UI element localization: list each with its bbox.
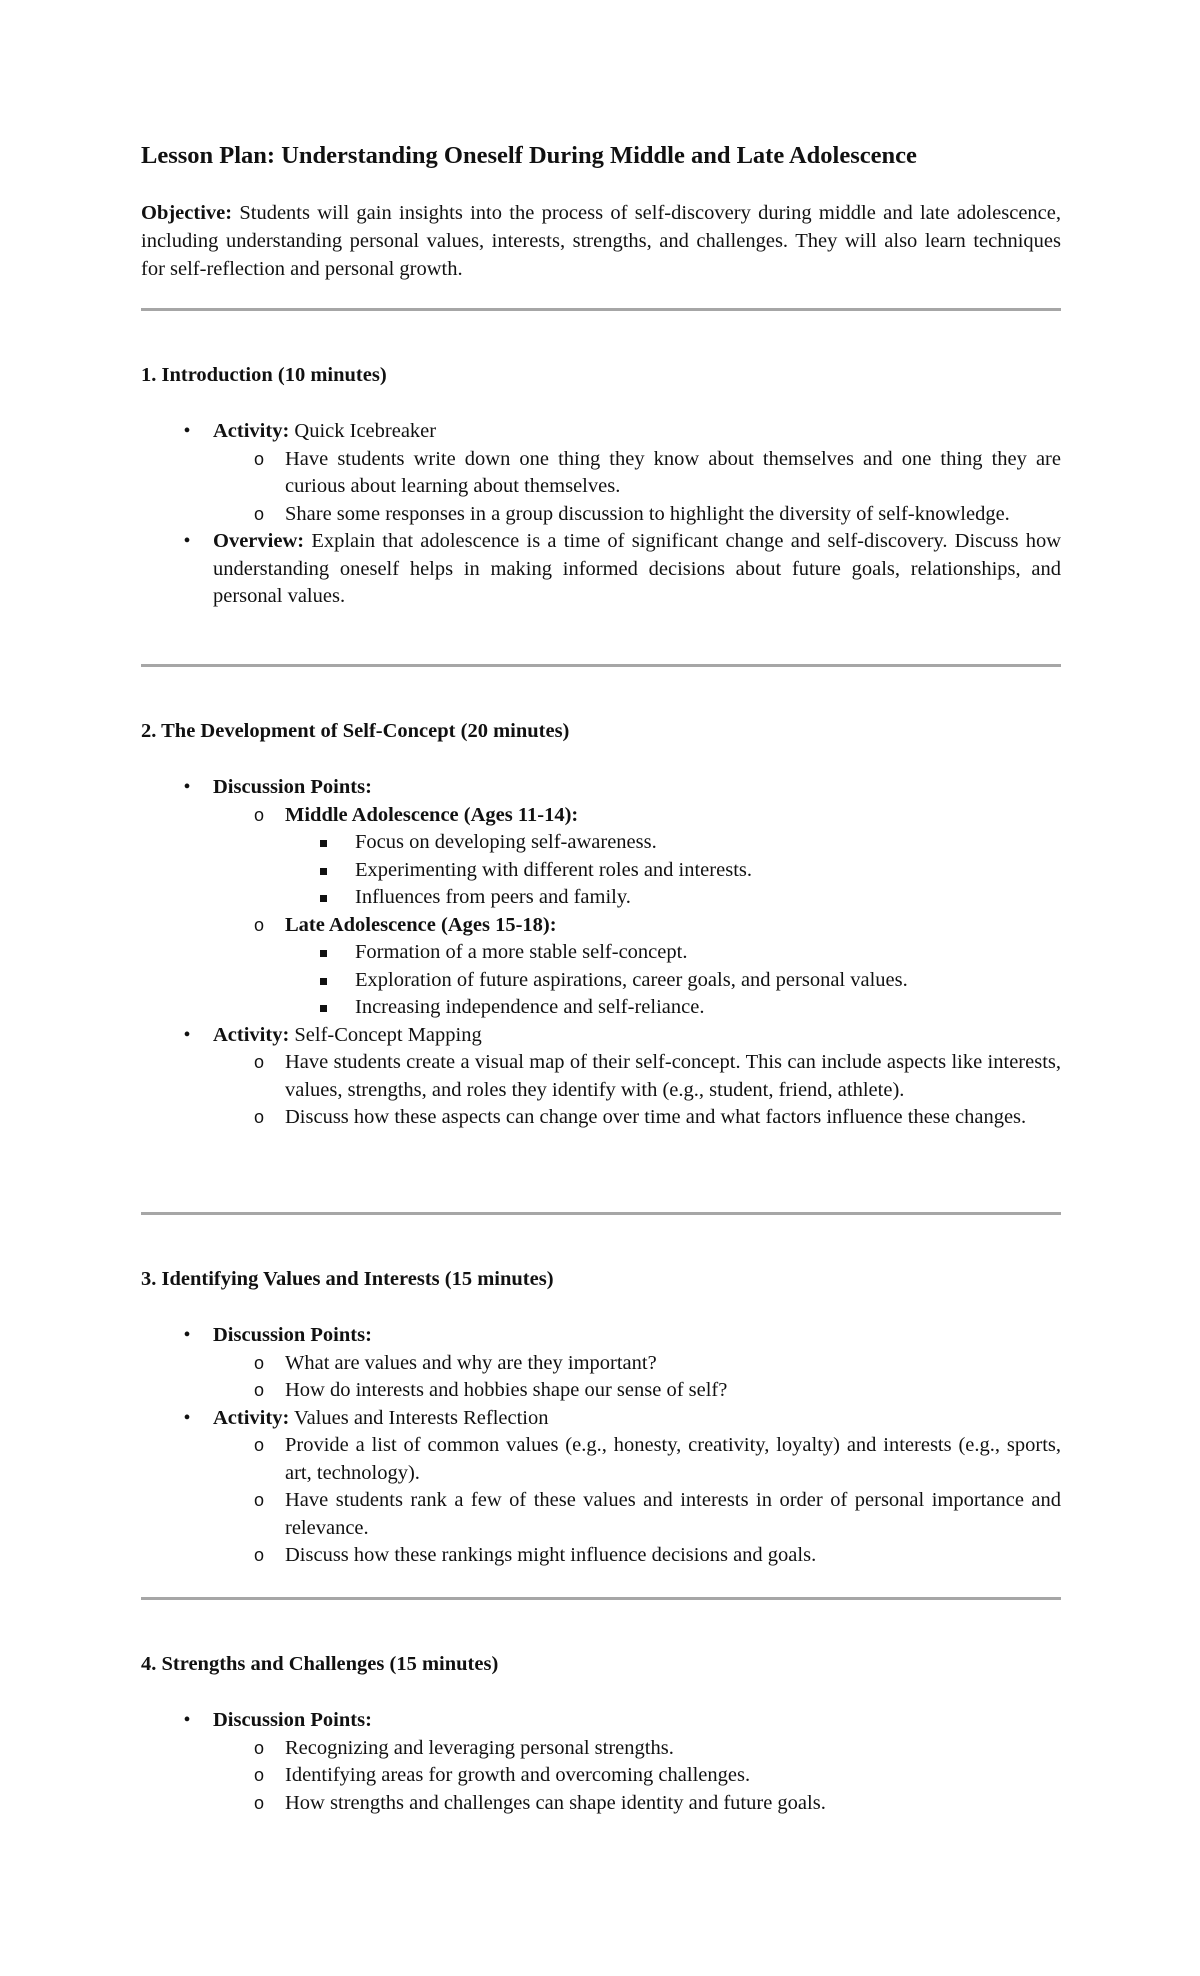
item-text: Have students rank a few of these values and interests in order of personal importance and relevance. xyxy=(285,1489,1061,1539)
list-item xyxy=(141,939,1061,967)
list-item xyxy=(141,857,1061,885)
item-text: What are values and why are they important? xyxy=(285,1351,657,1374)
list-item xyxy=(141,528,1061,611)
item-label: Activity: xyxy=(213,420,290,442)
section-strengths-challenges-list xyxy=(141,1707,1061,1817)
list-item xyxy=(141,829,1061,857)
list-item xyxy=(141,774,1061,802)
item-text: Exploration of future aspirations, career goals, and personal values. xyxy=(355,968,908,991)
bullet-icon: • xyxy=(183,776,191,798)
item-text: Increasing independence and self-reliance. xyxy=(355,996,705,1018)
square-bullet-icon xyxy=(320,868,327,875)
list-item xyxy=(141,446,1061,501)
item-label: Discussion Points: xyxy=(213,1709,372,1731)
item-text: Discuss how these aspects can change over time and what factors influence these changes. xyxy=(285,1106,1027,1128)
list-item xyxy=(141,1104,1061,1132)
section-heading-self-concept: 2. The Development of Self-Concept (20 minutes) xyxy=(141,720,570,742)
circle-bullet-icon: o xyxy=(253,1792,264,1813)
bullet-icon: • xyxy=(183,1324,191,1346)
list-item xyxy=(141,967,1061,995)
circle-bullet-icon: o xyxy=(253,1737,264,1758)
item-label: Late Adolescence (Ages 15-18): xyxy=(285,913,557,936)
square-bullet-icon xyxy=(320,978,327,985)
page-title: Lesson Plan: Understanding Oneself During Middle and Late Adolescence xyxy=(141,142,917,169)
section-divider xyxy=(141,1597,1061,1600)
bullet-icon: • xyxy=(183,1406,191,1429)
circle-bullet-icon: o xyxy=(253,804,264,825)
item-text: Focus on developing self-awareness. xyxy=(355,831,657,853)
circle-bullet-icon: o xyxy=(253,1107,264,1127)
item-text: Have students create a visual map of their self-concept. This can include aspects like interests, values, strengths, and roles they identify with (e.g., student, friend, athlete). xyxy=(285,1051,1061,1101)
bullet-icon: • xyxy=(183,420,191,442)
list-item xyxy=(141,802,1061,830)
list-item xyxy=(141,1762,1061,1790)
bullet-icon: • xyxy=(183,1709,191,1731)
circle-bullet-icon: o xyxy=(253,1435,264,1455)
list-item xyxy=(141,1350,1061,1378)
list-item xyxy=(141,1790,1061,1818)
list-item xyxy=(141,1405,1061,1433)
item-text: Provide a list of common values (e.g., honesty, creativity, loyalty) and interests (e.g., sports, art, technology). xyxy=(285,1434,1061,1484)
list-item xyxy=(141,1542,1061,1570)
list-item xyxy=(141,912,1061,940)
circle-bullet-icon: o xyxy=(253,914,264,935)
list-item xyxy=(141,418,1061,446)
item-label: Activity: xyxy=(213,1023,290,1046)
square-bullet-icon xyxy=(320,895,327,902)
section-divider xyxy=(141,308,1061,311)
item-text: Discuss how these rankings might influence decisions and goals. xyxy=(285,1544,817,1566)
circle-bullet-icon: o xyxy=(253,1052,264,1072)
list-item xyxy=(141,1377,1061,1405)
item-text: Experimenting with different roles and interests. xyxy=(355,858,752,881)
item-text: Formation of a more stable self-concept. xyxy=(355,941,688,963)
item-label: Overview: xyxy=(213,530,305,552)
item-label: Discussion Points: xyxy=(213,1324,372,1346)
item-text: Values and Interests Reflection xyxy=(294,1406,549,1429)
section-heading-strengths-challenges: 4. Strengths and Challenges (15 minutes) xyxy=(141,1653,499,1675)
square-bullet-icon xyxy=(320,1005,327,1012)
section-divider xyxy=(141,664,1061,667)
circle-bullet-icon: o xyxy=(253,503,264,524)
section-introduction-list xyxy=(141,418,1061,611)
item-label: Activity: xyxy=(213,1406,290,1429)
list-item xyxy=(141,884,1061,912)
circle-bullet-icon: o xyxy=(253,1545,264,1565)
circle-bullet-icon: o xyxy=(253,1490,264,1510)
list-item xyxy=(141,1022,1061,1050)
circle-bullet-icon: o xyxy=(253,448,264,469)
objective-label: Objective: xyxy=(141,202,233,224)
bullet-icon: • xyxy=(183,530,191,552)
section-heading-introduction: 1. Introduction (10 minutes) xyxy=(141,364,387,386)
list-item xyxy=(141,1432,1061,1487)
item-text: Recognizing and leveraging personal strengths. xyxy=(285,1736,674,1759)
item-text: How strengths and challenges can shape identity and future goals. xyxy=(285,1791,826,1814)
item-text: Identifying areas for growth and overcoming challenges. xyxy=(285,1764,751,1786)
item-text: Self-Concept Mapping xyxy=(294,1023,482,1046)
item-label: Discussion Points: xyxy=(213,776,372,798)
circle-bullet-icon: o xyxy=(253,1352,264,1373)
list-item xyxy=(141,1322,1061,1350)
list-item xyxy=(141,994,1061,1022)
objective-text: Students will gain insights into the process of self-discovery during middle and late adolescence, including understanding personal values, interests, strengths, and challenges. They will also learn techniques for self-reflection and personal growth. xyxy=(141,202,1062,280)
item-label: Middle Adolescence (Ages 11-14): xyxy=(285,803,579,826)
item-text: Share some responses in a group discussion to highlight the diversity of self-knowledge. xyxy=(285,502,1010,525)
section-values-interests-list xyxy=(141,1322,1061,1570)
objective-paragraph xyxy=(141,199,1061,283)
circle-bullet-icon: o xyxy=(253,1765,264,1785)
list-item xyxy=(141,1735,1061,1763)
list-item xyxy=(141,501,1061,529)
list-item xyxy=(141,1049,1061,1104)
square-bullet-icon xyxy=(320,840,327,847)
section-heading-values-interests: 3. Identifying Values and Interests (15 minutes) xyxy=(141,1268,554,1290)
item-text: Have students write down one thing they know about themselves and one thing they are curious about learning about themselves. xyxy=(285,447,1061,497)
item-text: Influences from peers and family. xyxy=(355,886,631,908)
item-text: Explain that adolescence is a time of significant change and self-discovery. Discuss how understanding oneself helps in making informed decisions about future goals, relationships, and personal values. xyxy=(213,530,1061,607)
circle-bullet-icon: o xyxy=(253,1380,264,1400)
bullet-icon: • xyxy=(183,1023,191,1046)
item-text: How do interests and hobbies shape our sense of self? xyxy=(285,1379,728,1401)
section-self-concept-list xyxy=(141,774,1061,1132)
square-bullet-icon xyxy=(320,950,327,957)
section-divider xyxy=(141,1212,1061,1215)
list-item xyxy=(141,1707,1061,1735)
list-item xyxy=(141,1487,1061,1542)
item-text: Quick Icebreaker xyxy=(294,420,437,442)
